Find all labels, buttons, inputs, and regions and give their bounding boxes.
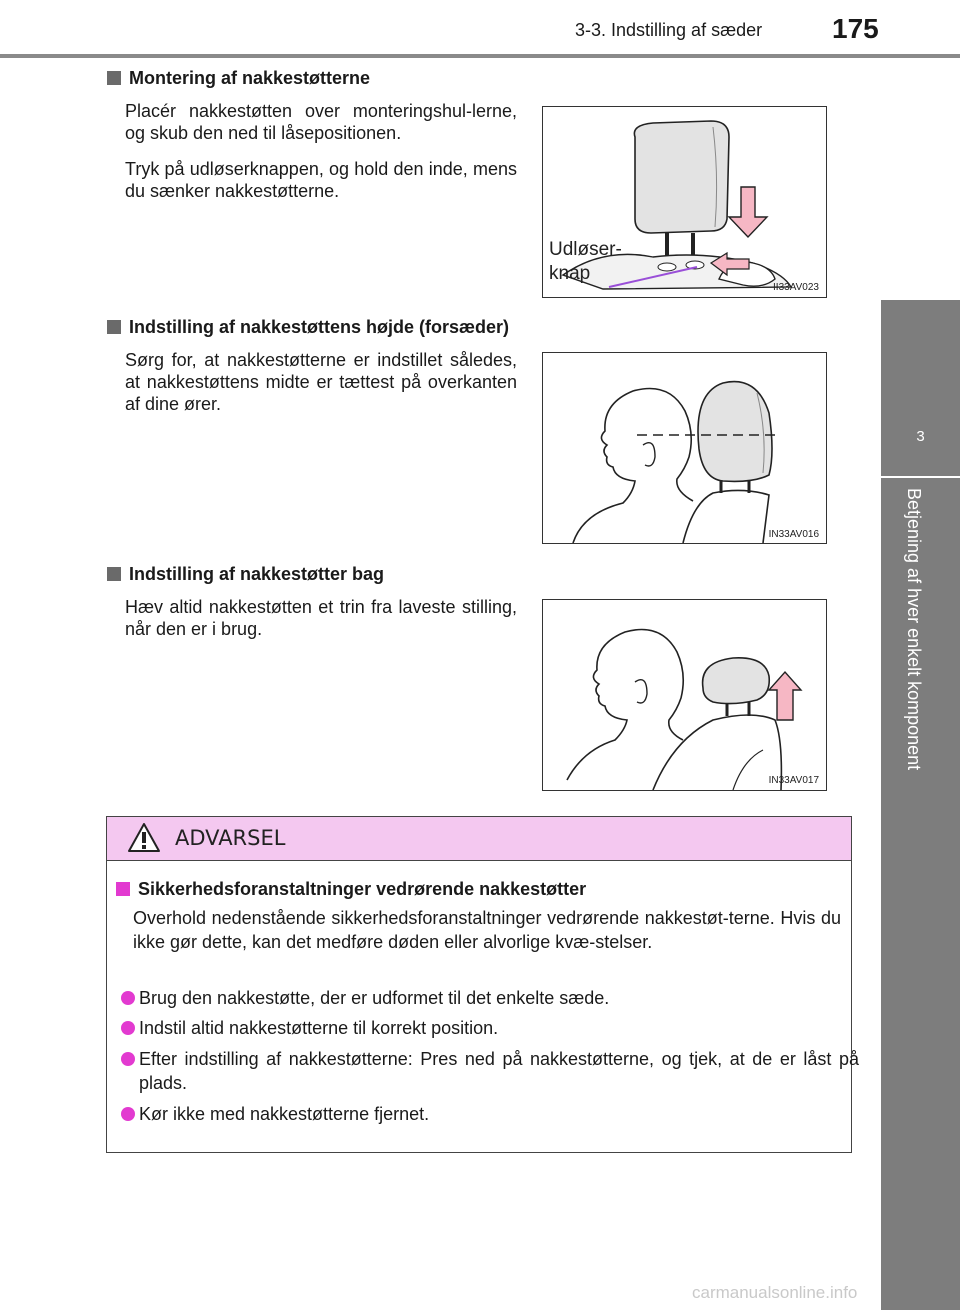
paragraph: Placér nakkestøtten over monteringshul-lerne, og skub den ned til låsepositionen. (125, 101, 517, 143)
headrest-mounting-illustration (543, 107, 826, 297)
warning-intro: Overhold nedenstående sikkerhedsforanstaltninger vedrørende nakkestøt-terne. Hvis du ikke gør dette, kan det medføre døden eller alvorlige kvæ-stelser. (133, 908, 841, 952)
warning-subheading: Sikkerhedsforanstaltninger vedrørende nakkestøtter (116, 879, 586, 900)
bullet-dot-icon (121, 1107, 135, 1121)
warning-triangle-icon (127, 822, 161, 854)
square-bullet-icon (107, 71, 121, 85)
warning-bullet: Brug den nakkestøtte, der er udformet til det enkelte sæde. (121, 987, 859, 1011)
side-tab-number-block (881, 300, 960, 476)
warning-bullet: Indstil altid nakkestøtterne til korrekt position. (121, 1017, 859, 1041)
bullet-dot-icon (121, 1052, 135, 1066)
square-bullet-icon (107, 567, 121, 581)
page-number: 175 (832, 13, 879, 44)
section-title: 3-3. Indstilling af sæder (575, 20, 763, 40)
figure-code: IN33AV016 (768, 529, 819, 540)
figure-code: II33AV023 (773, 282, 819, 293)
square-bullet-icon (116, 882, 130, 896)
front-headrest-height-illustration (543, 353, 826, 543)
callout-label-line2: knap (549, 263, 591, 284)
paragraph: Hæv altid nakkestøtten et trin fra laveste stilling, når den er i brug. (125, 597, 517, 639)
figure-rear-headrest (542, 599, 827, 791)
figure-code: IN33AV017 (768, 775, 819, 786)
bullet-dot-icon (121, 1021, 135, 1035)
section-heading-front-height: Indstilling af nakkestøttens højde (forsæder) (107, 317, 509, 338)
figure-headrest-mounting (542, 106, 827, 298)
paragraph: Sørg for, at nakkestøtterne er indstillet således, at nakkestøttens midte er tættest på overkanten af dine ører. (125, 350, 517, 414)
bullet-dot-icon (121, 991, 135, 1005)
warning-box (106, 816, 859, 1153)
section-heading-rear: Indstilling af nakkestøtter bag (107, 564, 384, 585)
square-bullet-icon (107, 320, 121, 334)
watermark: carmanualsonline.info (692, 1283, 858, 1302)
figure-front-headrest-height (542, 352, 827, 544)
warning-bullet: Efter indstilling af nakkestøtterne: Pres ned på nakkestøtterne, og tjek, at de er låst på plads. (121, 1048, 859, 1095)
header-rule (0, 54, 960, 58)
rear-headrest-illustration (543, 600, 826, 790)
warning-bullet: Kør ikke med nakkestøtterne fjernet. (121, 1103, 859, 1127)
warning-header (107, 817, 851, 861)
side-tab-label: Betjening af hver enkelt komponent (904, 488, 924, 771)
section-heading-mounting: Montering af nakkestøtterne (107, 68, 370, 89)
warning-title: ADVARSEL (175, 826, 286, 850)
paragraph: Tryk på udløserknappen, og hold den inde, mens du sænker nakkestøtterne. (125, 159, 517, 201)
side-tab-number: 3 (916, 428, 925, 445)
callout-label-line1: Udløser- (549, 239, 622, 260)
